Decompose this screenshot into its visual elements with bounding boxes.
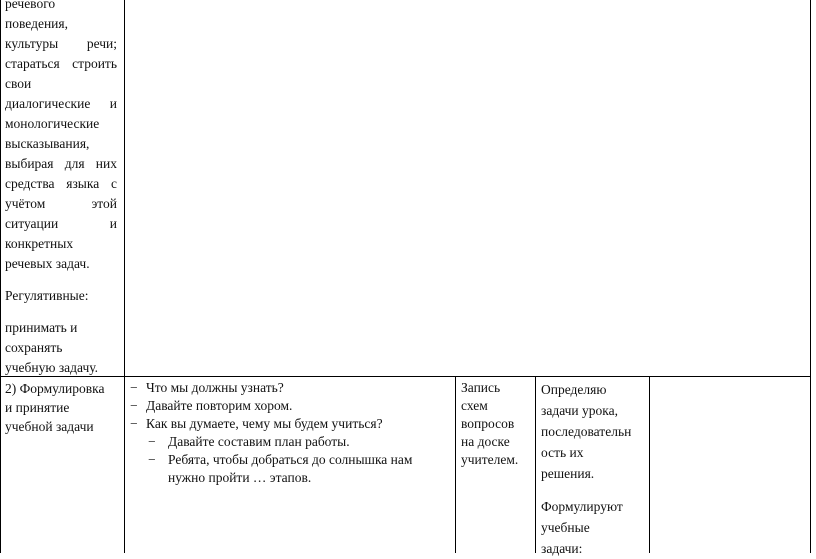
text-line: учебные: [541, 520, 590, 535]
table-right-border: [810, 0, 811, 553]
record-line: на доске: [461, 434, 510, 449]
text-line: последовательн: [541, 424, 632, 439]
column-divider-3: [535, 376, 536, 553]
text-line: ость их: [541, 445, 584, 460]
text-line: средства языка с: [5, 176, 117, 191]
teacher-list: [130, 379, 450, 487]
record-line: учителем.: [461, 452, 519, 467]
text-line: диалогические и: [5, 96, 117, 111]
text-line: ситуации и: [5, 216, 117, 231]
stage-line: и принятие: [5, 400, 70, 415]
list-subitem: − Ребята, чтобы добраться до солнышка нам нужно пройти … этапов.: [130, 451, 450, 487]
text-line: выбирая для них: [5, 156, 117, 171]
stage-cell: [5, 379, 119, 436]
record-line: Запись: [461, 380, 501, 395]
text-line: принимать и: [5, 320, 78, 335]
text-line: речевого: [5, 0, 56, 11]
text-line: учётом этой: [5, 196, 117, 211]
record-line: схем: [461, 398, 488, 413]
column-divider-1: [124, 0, 125, 553]
column-divider-2: [455, 376, 456, 553]
regulative-heading: Регулятивные:: [5, 288, 89, 303]
text-line: задачи:: [541, 541, 583, 556]
stage-line: учебной задачи: [5, 419, 94, 434]
text-line: поведения,: [5, 16, 68, 31]
list-item: − Как вы думаете, чему мы будем учиться?: [130, 415, 450, 433]
row1-uud-cell: [5, 0, 117, 378]
record-cell: [461, 379, 531, 469]
text-line: монологические: [5, 116, 100, 131]
text-line: конкретных: [5, 236, 74, 251]
text-line: речевых задач.: [5, 256, 90, 271]
text-line: сохранять: [5, 340, 63, 355]
column-divider-4: [649, 376, 650, 553]
list-item: − Давайте повторим хором.: [130, 397, 450, 415]
text-line: Формулируют: [541, 499, 623, 514]
list-subitem: − Давайте составим план работы.: [130, 433, 450, 451]
text-line: высказывания,: [5, 136, 90, 151]
record-line: вопросов: [461, 416, 515, 431]
text-line: культуры речи;: [5, 36, 117, 51]
table-left-border: [0, 0, 1, 553]
text-line: стараться строить: [5, 56, 117, 71]
text-line: задачи урока,: [541, 403, 619, 418]
text-line: свои: [5, 76, 32, 91]
text-line: решения.: [541, 466, 595, 481]
text-line: учебную задачу.: [5, 360, 99, 375]
teacher-activity-cell: [130, 379, 450, 487]
list-item: − Что мы должны узнать?: [130, 379, 450, 397]
students-activity-cell: [541, 379, 645, 559]
text-line: Определяю: [541, 382, 607, 397]
stage-line: 2) Формулировка: [5, 381, 105, 396]
row-divider: [0, 376, 811, 377]
